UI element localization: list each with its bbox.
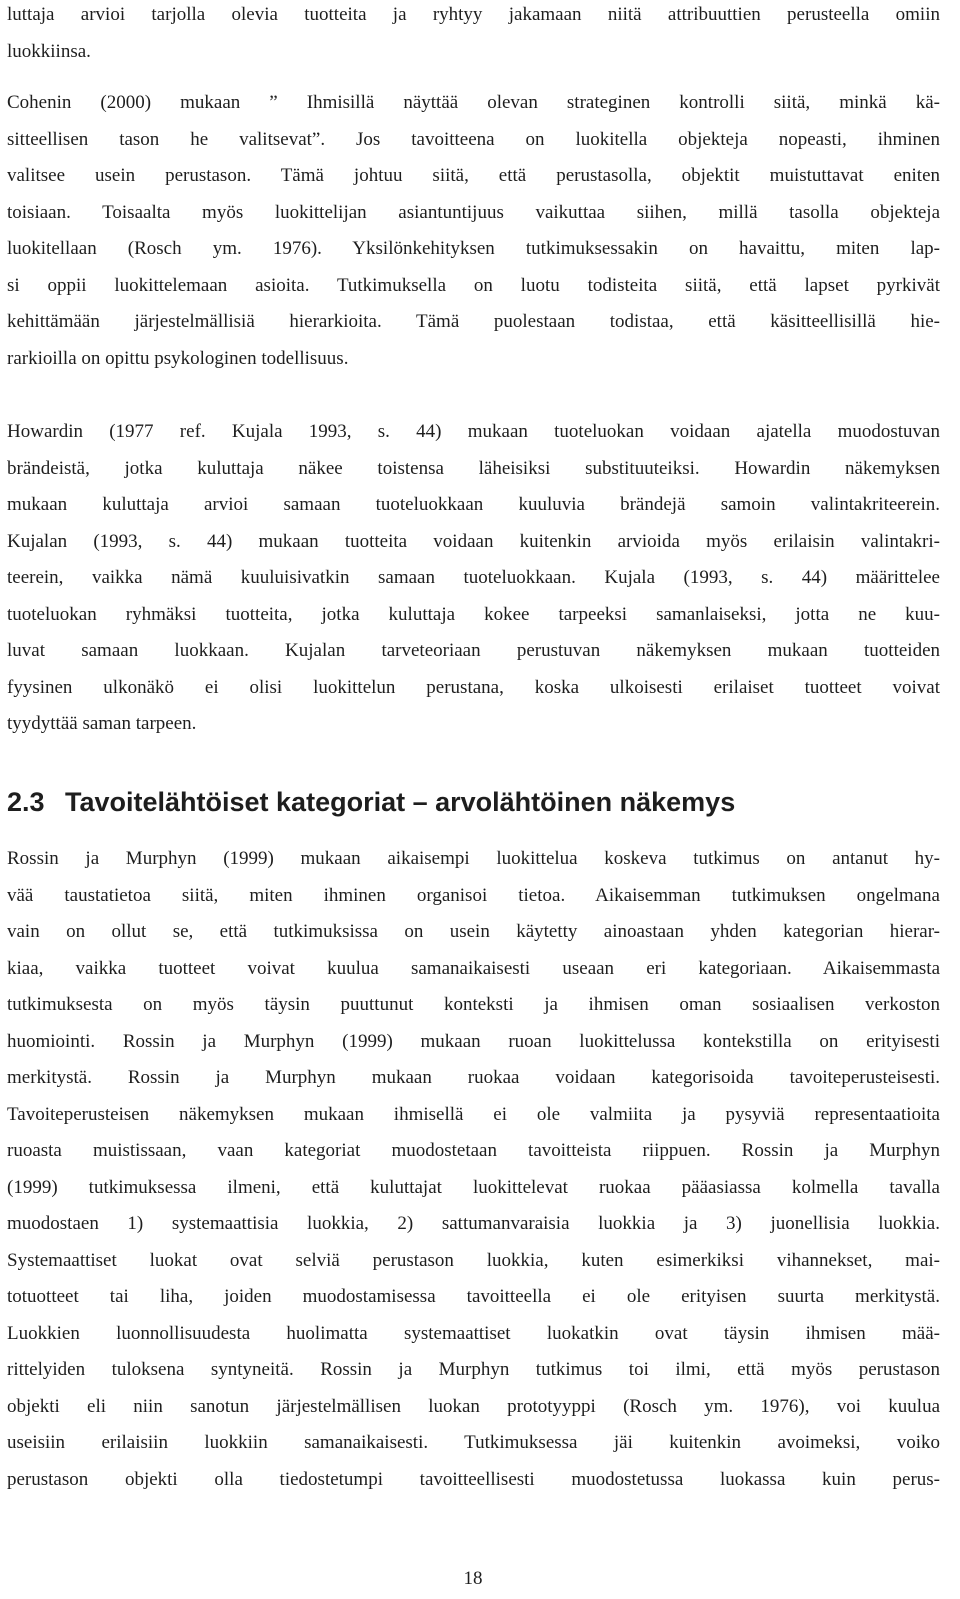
paragraph-2 xyxy=(7,85,940,377)
text-line: tutkimuksesta on myös täysin puuttunut konteksti ja ihmisen oman sosiaalisen verkoston xyxy=(7,994,940,1015)
text-line: Howardin (1977 ref. Kujala 1993, s. 44) mukaan tuoteluokan voidaan ajatella muodostuvan xyxy=(7,421,940,442)
text-line: ruoasta muistissaan, vaan kategoriat muodostetaan tavoitteista riippuen. Rossin ja Murphyn xyxy=(7,1140,940,1161)
text-line: Kujalan (1993, s. 44) mukaan tuotteita voidaan kuitenkin arvioida myös erilaisin valintakri- xyxy=(7,530,940,552)
text-line: vain on ollut se, että tutkimuksissa on usein käytetty ainoastaan yhden kategorian hierar- xyxy=(7,921,940,942)
text-line: valitsee usein perustason. Tämä johtuu siitä, että perustasolla, objektit muistuttavat eniten xyxy=(7,165,940,186)
text-line: teerein, vaikka nämä kuuluisivatkin samaan tuoteluokkaan. Kujala (1993, s. 44) määrittelee xyxy=(7,567,940,588)
text-line: luvat samaan luokkaan. Kujalan tarveteoriaan perustuvan näkemyksen mukaan tuotteiden xyxy=(7,640,940,661)
paragraph-4 xyxy=(7,841,940,1498)
section-number: 2.3 xyxy=(7,787,45,817)
text-line: useisiin erilaisiin luokkiin samanaikaisesti. Tutkimuksessa jäi kuitenkin avoimeksi, voiko xyxy=(7,1432,940,1453)
text-line: muodostaen 1) systemaattisia luokkia, 2) sattumanvaraisia luokkia ja 3) juonellisia luokkia. xyxy=(7,1213,940,1234)
text-line: kiaa, vaikka tuotteet voivat kuulua samanaikaisesti useaan eri kategoriaan. Aikaisemmasta xyxy=(7,957,940,979)
text-line: totuotteet tai liha, joiden muodostamisessa tavoitteella ei ole erityisen suurta merkitystä. xyxy=(7,1286,940,1307)
paragraph-1 xyxy=(7,0,940,70)
text-line: Systemaattiset luokat ovat selviä perustason luokkia, kuten esimerkiksi vihannekset, mai- xyxy=(7,1249,940,1271)
text-line: si oppii luokittelemaan asioita. Tutkimuksella on luotu todisteita siitä, että lapset pyrkivät xyxy=(7,274,940,296)
text-line: brändeistä, jotka kuluttaja näkee toistensa läheisiksi substituuteiksi. Howardin näkemyksen xyxy=(7,457,940,479)
text-line: sitteellisen tason he valitsevat”. Jos tavoitteena on luokitella objekteja nopeasti, ihminen xyxy=(7,128,940,150)
text-line: huomiointi. Rossin ja Murphyn (1999) mukaan ruoan luokittelussa kontekstilla on erityisesti xyxy=(7,1030,940,1052)
text-line: rittelyiden tuloksena syntyneitä. Rossin ja Murphyn tutkimus toi ilmi, että myös perustason xyxy=(7,1359,940,1380)
text-line: kehittämään järjestelmällisiä hierarkioita. Tämä puolestaan todistaa, että käsitteellisillä hie- xyxy=(7,311,940,332)
text-line: luokitellaan (Rosch ym. 1976). Yksilönkehityksen tutkimuksessakin on havaittu, miten lap- xyxy=(7,238,940,259)
text-line: merkitystä. Rossin ja Murphyn mukaan ruokaa voidaan kategorisoida tavoiteperusteisesti. xyxy=(7,1067,940,1088)
text-line: Tavoiteperusteisen näkemyksen mukaan ihmisellä ei ole valmiita ja pysyviä representaatioita xyxy=(7,1103,940,1125)
text-line: Luokkien luonnollisuudesta huolimatta systemaattiset luokatkin ovat täysin ihmisen mää- xyxy=(7,1322,940,1344)
section-title: Tavoitelähtöiset kategoriat – arvolähtöinen näkemys xyxy=(65,787,736,817)
text-line: luttaja arvioi tarjolla olevia tuotteita ja ryhtyy jakamaan niitä attribuuttien perusteella omiin xyxy=(7,4,940,25)
text-line: tuoteluokan ryhmäksi tuotteita, jotka kuluttaja kokee tarpeeksi samanlaiseksi, jotta ne kuu- xyxy=(7,603,940,625)
text-line: fyysinen ulkonäkö ei olisi luokittelun perustana, koska ulkoisesti erilaiset tuotteet voivat xyxy=(7,676,940,698)
text-line: Rossin ja Murphyn (1999) mukaan aikaisempi luokittelua koskeva tutkimus on antanut hy- xyxy=(7,848,940,869)
paragraph-3 xyxy=(7,414,940,743)
text-line: (1999) tutkimuksessa ilmeni, että kuluttajat luokittelevat ruokaa pääasiassa kolmella tavalla xyxy=(7,1176,940,1198)
text-line: Cohenin (2000) mukaan ” Ihmisillä näyttää olevan strateginen kontrolli siitä, minkä kä- xyxy=(7,92,940,113)
text-line: rarkioilla on opittu psykologinen todellisuus. xyxy=(7,347,349,369)
text-line: luokkiinsa. xyxy=(7,40,91,62)
text-line: toisiaan. Toisaalta myös luokittelijan asiantuntijuus vaikuttaa siihen, millä tasolla objekteja xyxy=(7,201,940,223)
page-number: 18 xyxy=(463,1568,483,1589)
text-line: tyydyttää saman tarpeen. xyxy=(7,713,197,734)
text-line: perustason objekti olla tiedostetumpi tavoitteellisesti muodostetussa luokassa kuin perus- xyxy=(7,1468,940,1490)
text-line: vää taustatietoa siitä, miten ihminen organisoi tietoa. Aikaisemman tutkimuksen ongelmana xyxy=(7,884,940,906)
text-line: mukaan kuluttaja arvioi samaan tuoteluokkaan kuuluvia brändejä samoin valintakriteerein. xyxy=(7,494,940,515)
section-heading xyxy=(7,780,940,824)
text-line: objekti eli niin sanotun järjestelmällisen luokan prototyyppi (Rosch ym. 1976), voi kuulua xyxy=(7,1395,940,1417)
